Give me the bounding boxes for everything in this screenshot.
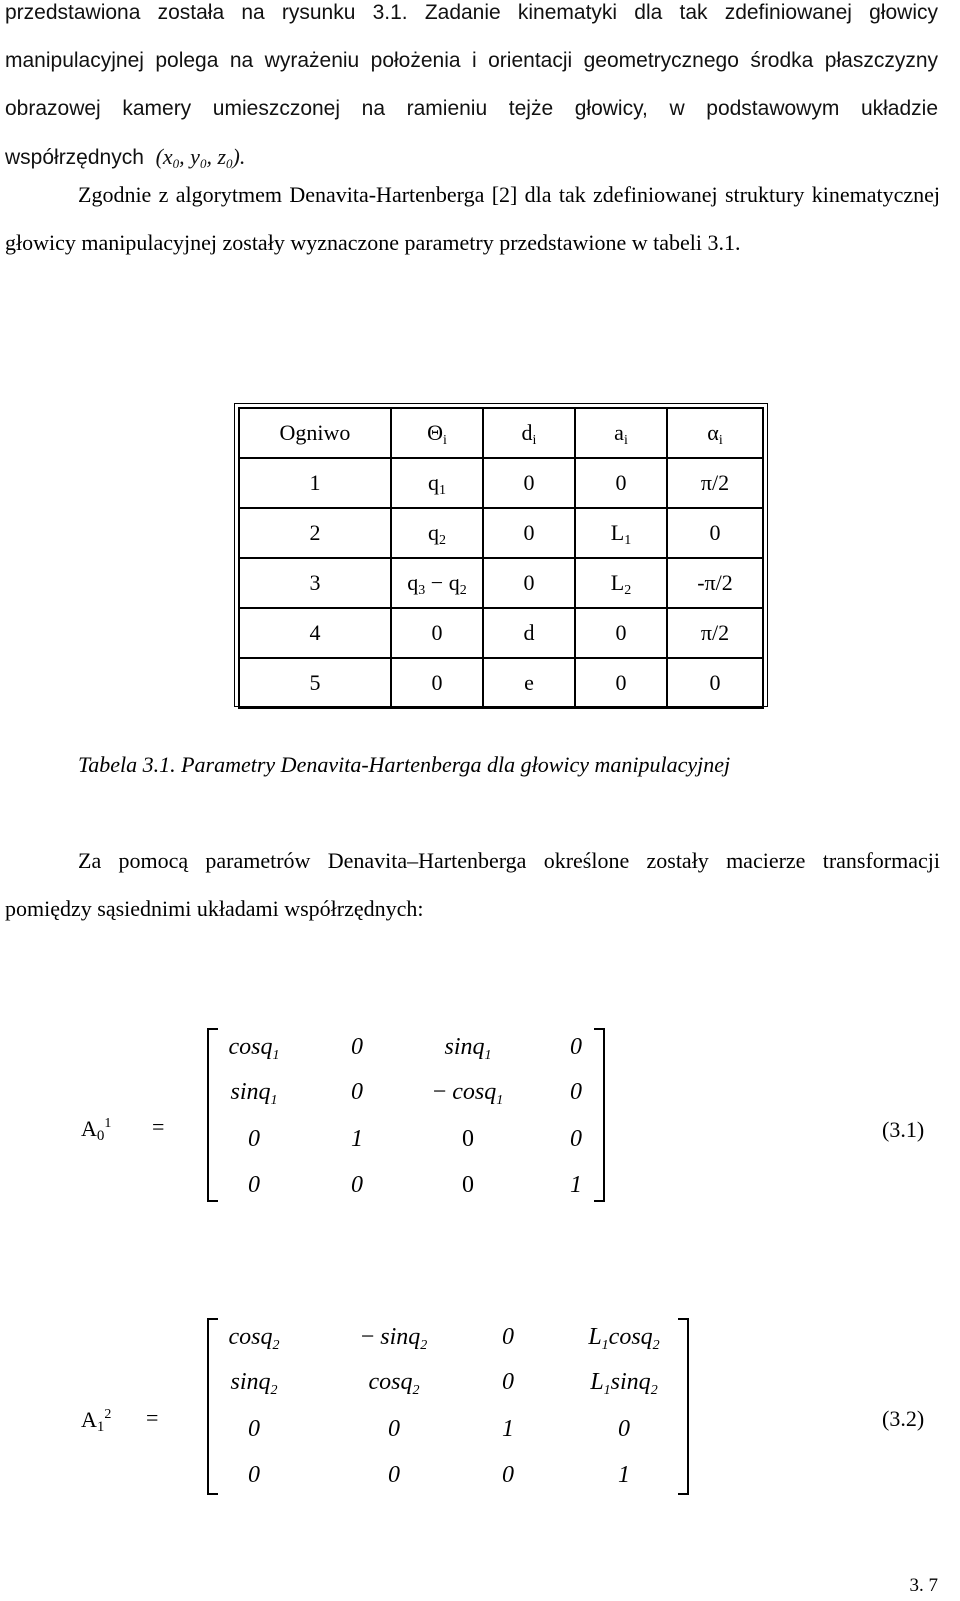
table-cell: 0 [483, 508, 575, 558]
equals-sign: = [146, 1405, 159, 1430]
table-cell: π/2 [667, 608, 763, 658]
table-cell: 0 [575, 608, 667, 658]
intro-paragraph [5, 0, 938, 182]
matrix-cell: 0 [351, 1079, 363, 1105]
table-cell: $q_3 - q_2$ [391, 558, 483, 608]
table-cell: 0 [575, 658, 667, 708]
table-header-cell: $\alpha_i$ [667, 408, 763, 458]
matrix-cell: 0 [618, 1416, 630, 1442]
intro-text: przedstawiona została na rysunku 3.1. Zadanie kinematyki dla tak zdefiniowanej głowicy manipulacyjnej polega na wyrażeniu położenia i orientacji geometrycznego środka płaszczyzny obrazowej kamery umieszczonej na ramieniu tejże głowicy, w podstawowym układzie współrzędnych [5, 1, 938, 169]
matrix-cell: 0 [502, 1324, 514, 1350]
matrix-cell: 0 [502, 1462, 514, 1488]
matrix-cell: 0 [570, 1034, 582, 1060]
matrix-cell: 0 [248, 1126, 260, 1152]
table-cell: 0 [667, 658, 763, 708]
left-bracket [207, 1318, 218, 1495]
table-cell: 5 [239, 658, 391, 708]
matrix-cell: 0 [462, 1172, 474, 1198]
table-cell: $L_1$ [575, 508, 667, 558]
table-cell: 0 [483, 558, 575, 608]
table-row [239, 658, 763, 708]
matrix-cell: 0 [388, 1416, 400, 1442]
matrix-cell: 1 [618, 1462, 630, 1488]
matrix-cell: 0 [462, 1126, 474, 1152]
equals-sign: = [152, 1114, 165, 1139]
matrix-cell: sinq$_1$ [230, 1079, 278, 1108]
matrix-cell: 1 [502, 1416, 514, 1442]
table-cell: d [483, 608, 575, 658]
equation-3-1 [0, 1025, 960, 1210]
equation-3-2 [0, 1315, 960, 1500]
matrix-cell: 0 [248, 1172, 260, 1198]
matrix-cell: 0 [388, 1462, 400, 1488]
dh-parameter-table [234, 403, 768, 707]
table-caption: Tabela 3.1. Parametry Denavita-Hartenberga dla głowicy manipulacyjnej [78, 752, 731, 777]
table-header-row [239, 408, 763, 458]
table-cell: $q_2$ [391, 508, 483, 558]
table-cell: 1 [239, 458, 391, 508]
matrix-cell: 1 [570, 1172, 582, 1198]
matrix-cell: 0 [570, 1126, 582, 1152]
equation-number: (3.1) [882, 1117, 925, 1142]
table-cell: -π/2 [667, 558, 763, 608]
right-bracket [678, 1318, 689, 1495]
dh-paragraph: Zgodnie z algorytmem Denavita-Hartenberga [2] dla tak zdefiniowanej struktury kinematycznej głowicy manipulacyjnej zostały wyznaczone parametry przedstawione w tabeli 3.1. [5, 182, 940, 255]
matrix-cell: − sinq$_2$ [360, 1324, 428, 1353]
table-cell: e [483, 658, 575, 708]
matrix-cell: 0 [570, 1079, 582, 1105]
matrix-cell: cosq$_2$ [368, 1369, 420, 1398]
matrix-cell: $L_1\sin q_2$ [590, 1369, 658, 1398]
matrix-cell: 0 [351, 1034, 363, 1060]
table-row [239, 458, 763, 508]
matrix-cell: cosq$_1$ [228, 1034, 280, 1063]
matrix-name: $A_1^2$ [81, 1407, 112, 1435]
matrix-cell: cosq$_2$ [228, 1324, 280, 1353]
table-cell: π/2 [667, 458, 763, 508]
table-row [239, 608, 763, 658]
table-cell: 0 [391, 658, 483, 708]
table-cell: $q_1$ [391, 458, 483, 508]
table-header-cell: $a_i$ [575, 408, 667, 458]
table-cell: 2 [239, 508, 391, 558]
page-number: 3. 7 [909, 1575, 938, 1596]
matrix-name: $A_0^1$ [81, 1116, 112, 1144]
table-cell: $L_2$ [575, 558, 667, 608]
equation-number: (3.2) [882, 1406, 925, 1431]
right-bracket [594, 1028, 605, 1202]
table-row [239, 508, 763, 558]
transform-paragraph: Za pomocą parametrów Denavita–Hartenberga określone zostały macierze transformacji pomiędzy sąsiednimi układami współrzędnych: [5, 848, 940, 921]
table-cell: 4 [239, 608, 391, 658]
matrix-cell: sinq$_1$ [444, 1034, 492, 1063]
table-header-cell: $d_i$ [483, 408, 575, 458]
left-bracket [207, 1028, 218, 1202]
table-cell: 0 [391, 608, 483, 658]
table-cell: 3 [239, 558, 391, 608]
matrix-cell: sinq$_2$ [230, 1369, 278, 1398]
matrix-cell: − cosq$_1$ [432, 1079, 504, 1108]
table-header-cell: $\Theta_i$ [391, 408, 483, 458]
matrix-cell: $L_1\cos q_2$ [588, 1324, 660, 1353]
table-row [239, 558, 763, 608]
table-header-cell: Ogniwo [239, 408, 391, 458]
matrix-cell: 0 [248, 1416, 260, 1442]
matrix-cell: 1 [351, 1126, 363, 1152]
coordinate-system: ($x_0$, $y_0$, $z_0$). [155, 144, 246, 171]
table-cell: 0 [667, 508, 763, 558]
table-cell: 0 [575, 458, 667, 508]
table-cell: 0 [483, 458, 575, 508]
matrix-cell: 0 [502, 1369, 514, 1395]
matrix-cell: 0 [351, 1172, 363, 1198]
matrix-cell: 0 [248, 1462, 260, 1488]
